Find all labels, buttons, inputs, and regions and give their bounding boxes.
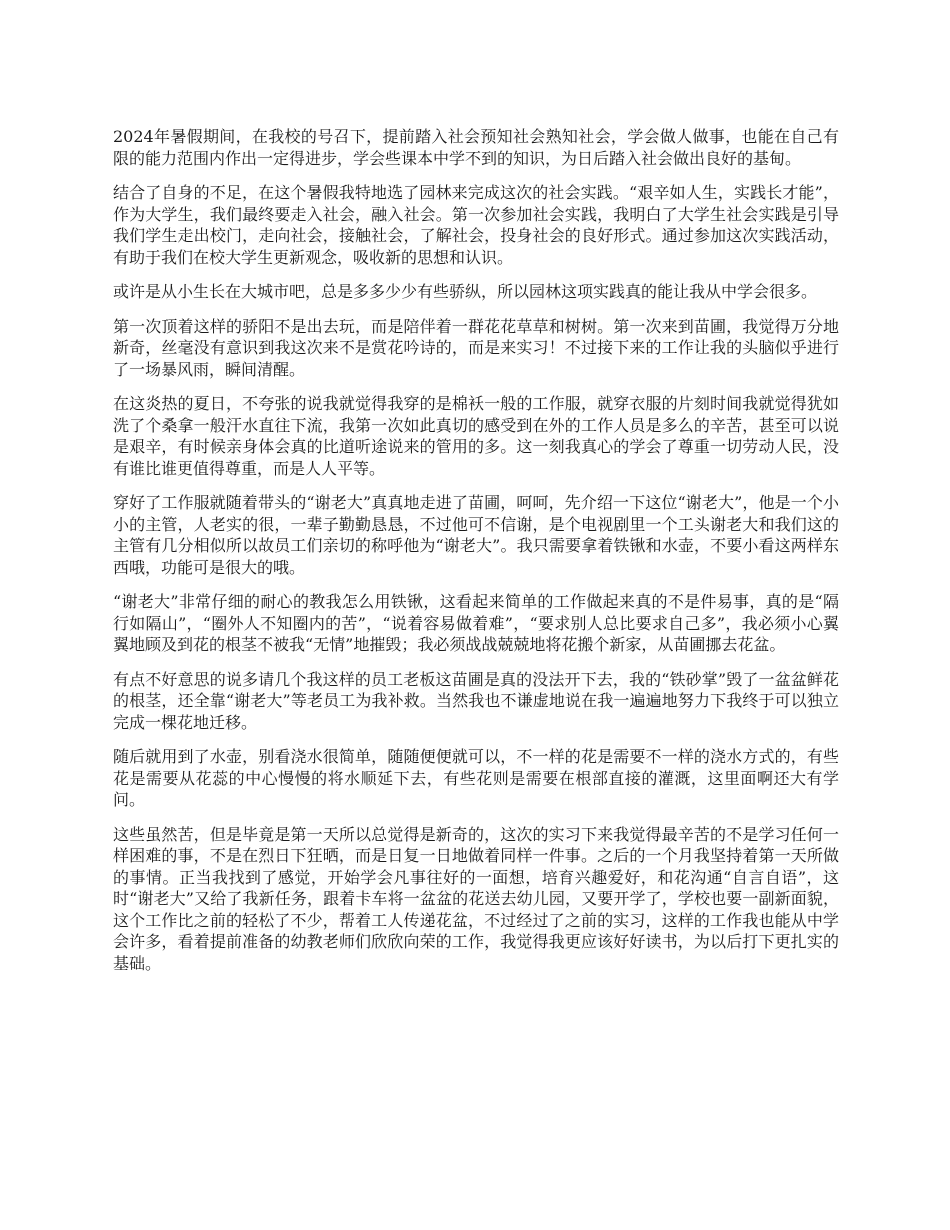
paragraph-2: 结合了自身的不足，在这个暑假我特地选了园林来完成这次的社会实践。“艰辛如人生，实践长才能”，作为大学生，我们最终要走入社会，融入社会。第一次参加社会实践，我明白了大学生社会实践是引导我们学生走出校门，走向社会，接触社会，了解社会，投身社会的良好形式。通过参加这次实践活动，有助于我们在校大学生更新观念，吸收新的思想和认识。 [113, 183, 839, 267]
paragraph-1: 2024年暑假期间，在我校的号召下，提前踏入社会预知社会熟知社会，学会做人做事，也能在自己有限的能力范围内作出一定得进步，学会些课本中学不到的知识，为日后踏入社会做出良好的基甸。 [113, 127, 839, 168]
paragraph-10: 这些虽然苦，但是毕竟是第一天所以总觉得是新奇的，这次的实习下来我觉得最辛苦的不是学习任何一样困难的事，不是在烈日下狂晒，而是日复一日地做着同样一件事。之后的一个月我坚持着第一天所做的事情。正当我找到了感觉，开始学会凡事往好的一面想，培育兴趣爱好，和花沟通“自言自语”，这时“谢老大”又给了我新任务，跟着卡车将一盆盆的花送去幼儿园，又要开学了，学校也要一副新面貌，这个工作比之前的轻松了不少，帮着工人传递花盆，不过经过了之前的实习，这样的工作我也能从中学会许多，看着提前准备的幼教老师们欣欣向荣的工作，我觉得我更应该好好读书，为以后打下更扎实的基础。 [113, 824, 839, 973]
paragraph-8: 有点不好意思的说多请几个我这样的员工老板这苗圃是真的没法开下去，我的“铁砂掌”毁了一盆盆鲜花的根茎，还全靠“谢老大”等老员工为我补救。当然我也不谦虚地说在我一遍遍地努力下我终于可以独立完成一棵花地迁移。 [113, 669, 839, 732]
paragraph-4: 第一次顶着这样的骄阳不是出去玩，而是陪伴着一群花花草草和树树。第一次来到苗圃，我觉得万分地新奇，丝毫没有意识到我这次来不是赏花吟诗的，而是来实习！不过接下来的工作让我的头脑似乎进行了一场暴风雨，瞬间清醒。 [113, 316, 839, 379]
paragraph-3: 或许是从小生长在大城市吧，总是多多少少有些骄纵，所以园林这项实践真的能让我从中学会很多。 [113, 282, 818, 301]
paragraph-9: 随后就用到了水壶，别看浇水很简单，随随便便就可以，不一样的花是需要不一样的浇水方式的，有些花是需要从花蕊的中心慢慢的将水顺延下去，有些花则是需要在根部直接的灌溉，这里面啊还大有学问。 [113, 747, 839, 809]
document-body [113, 126, 839, 987]
paragraph-7: “谢老大”非常仔细的耐心的教我怎么用铁锹，这看起来简单的工作做起来真的不是件易事，真的是“隔行如隔山”，“圈外人不知圈内的苦”，“说着容易做着难”，“要求别人总比要求自己多”，我必须小心翼翼地顾及到花的根茎不被我“无情”地摧毁；我必须战战兢兢地将花搬个新家，从苗圃挪去花盆。 [113, 592, 839, 654]
paragraph-5: 在这炎热的夏日，不夸张的说我就觉得我穿的是棉袄一般的工作服，就穿衣服的片刻时间我就觉得犹如洗了个桑拿一般汗水直往下流，我第一次如此真切的感受到在外的工作人员是多么的辛苦，甚至可以说是艰辛，有时候亲身体会真的比道听途说来的管用的多。这一刻我真心的学会了尊重一切劳动人民，没有谁比谁更值得尊重，而是人人平等。 [113, 394, 839, 478]
paragraph-6: 穿好了工作服就随着带头的“谢老大”真真地走进了苗圃，呵呵，先介绍一下这位“谢老大”，他是一个小小的主管，人老实的很，一辈子勤勤恳恳，不过他可不信谢，是个电视剧里一个工头谢老大和我们这的主管有几分相似所以故员工们亲切的称呼他为“谢老大”。我只需要拿着铁锹和水壶，不要小看这两样东西哦，功能可是很大的哦。 [113, 493, 839, 577]
